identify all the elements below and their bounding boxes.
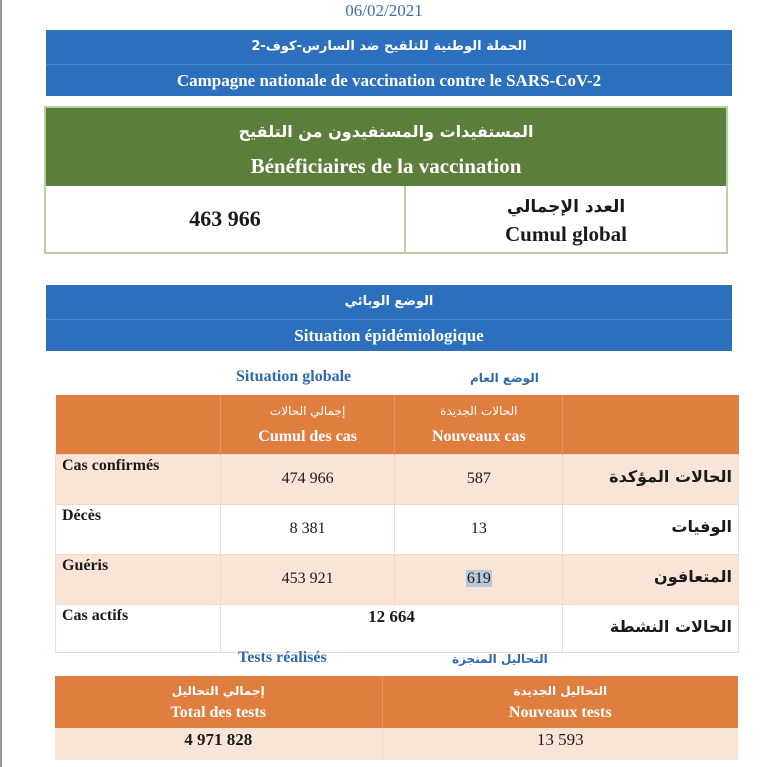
table-row <box>56 605 739 653</box>
row-label-fr: Guéris <box>56 555 221 605</box>
new-tests-value: 13 593 <box>382 728 738 760</box>
table-header-row <box>56 395 739 455</box>
beneficiaries-label-fr: Cumul global <box>505 222 627 246</box>
header-new-tests <box>382 676 738 728</box>
header-new-tests-fr: Nouveaux tests <box>508 704 612 721</box>
beneficiaries-title-fr: Bénéficiaires de la vaccination <box>250 154 522 178</box>
tests-data-row <box>55 728 738 760</box>
beneficiaries-label-ar: العدد الإجمالي <box>506 197 626 217</box>
header-nouveaux-ar: الحالات الجديدة <box>440 404 518 418</box>
row-cumul: 474 966 <box>220 455 395 505</box>
row-nouveaux-cell <box>395 555 563 605</box>
beneficiaries-title-ar: المستفيدات والمستفيدون من التلقيح <box>238 122 534 141</box>
row-label-fr: Décès <box>56 505 221 555</box>
header-cumul-fr: Cumul des cas <box>258 428 357 445</box>
header-nouveaux-fr: Nouveaux cas <box>431 428 526 445</box>
beneficiaries-header <box>46 108 726 186</box>
header-empty-cell <box>56 395 221 455</box>
selected-text[interactable]: 619 <box>466 570 491 587</box>
row-cumul: 453 921 <box>220 555 395 605</box>
campaign-title-ar: الحملة الوطنية للتلقيح ضد السارس-كوف-2 <box>251 39 527 54</box>
header-empty-cell <box>563 395 739 455</box>
total-tests-value: 4 971 828 <box>55 728 382 760</box>
row-nouveaux: 13 <box>395 505 563 555</box>
table-row <box>56 505 739 555</box>
header-new-tests-ar: التحاليل الجديدة <box>513 684 608 698</box>
beneficiaries-panel <box>44 106 728 254</box>
campaign-title-fr: Campagne nationale de vaccination contre le SARS-CoV-2 <box>46 64 732 96</box>
beneficiaries-value: 463 966 <box>46 186 406 252</box>
table-row <box>56 455 739 505</box>
epidemiology-banner <box>46 285 732 351</box>
header-total-tests-fr: Total des tests <box>170 704 266 721</box>
table-row <box>56 555 739 605</box>
row-cumul: 8 381 <box>220 505 395 555</box>
header-total-tests-ar: إجمالي التحاليل <box>171 684 265 698</box>
epidemiology-title-ar: الوضع الوبائي <box>344 294 434 309</box>
row-label-ar: الحالات النشطة <box>563 605 739 653</box>
header-nouveaux <box>395 395 563 455</box>
row-label-ar: الحالات المؤكدة <box>563 455 739 505</box>
report-date: 06/02/2021 <box>345 1 423 20</box>
beneficiaries-body <box>46 186 726 252</box>
situation-globale-label-ar: الوضع العام <box>470 371 539 385</box>
page-left-border <box>0 0 2 767</box>
epidemiology-table <box>55 395 739 653</box>
situation-globale-label: Situation globale <box>236 368 352 385</box>
row-label-fr: Cas confirmés <box>56 455 221 505</box>
row-nouveaux: 587 <box>395 455 563 505</box>
campaign-banner <box>46 30 732 96</box>
row-label-ar: المتعافون <box>563 555 739 605</box>
row-label-ar: الوفيات <box>563 505 739 555</box>
header-total-tests <box>55 676 382 728</box>
tests-header-row <box>55 676 738 728</box>
tests-label: Tests réalisés <box>238 649 327 666</box>
header-cumul-ar: إجمالي الحالات <box>269 404 346 418</box>
row-total: 12 664 <box>220 605 562 653</box>
tests-label-ar: التحاليل المنجزة <box>452 652 548 666</box>
epidemiology-title-fr: Situation épidémiologique <box>46 319 732 351</box>
tests-table <box>55 676 738 760</box>
row-label-fr: Cas actifs <box>56 605 221 653</box>
beneficiaries-label <box>406 186 726 252</box>
header-cumul <box>220 395 395 455</box>
